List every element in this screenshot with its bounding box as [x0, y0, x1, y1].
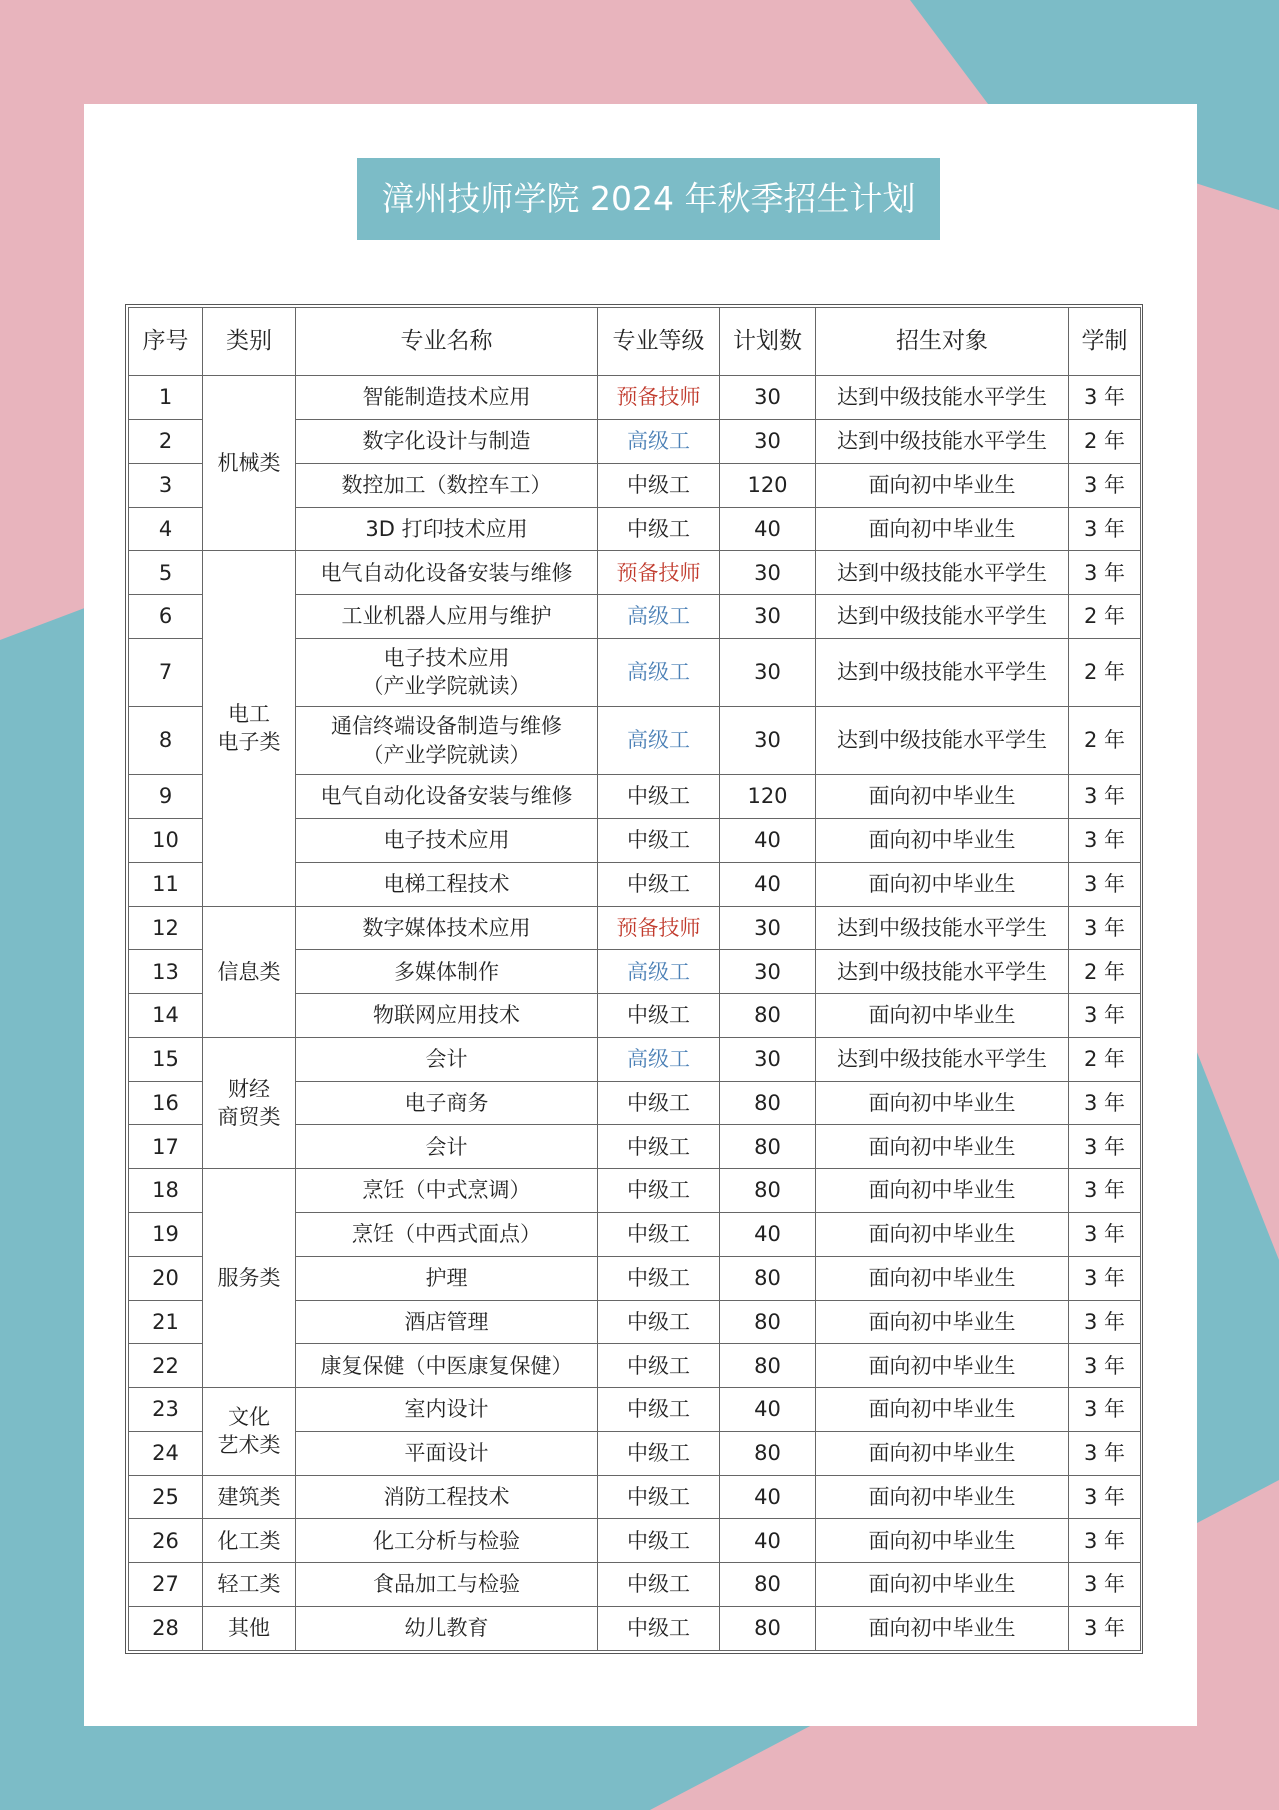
plan-count: 80 — [720, 1256, 816, 1300]
enrollment-target: 达到中级技能水平学生 — [816, 950, 1069, 994]
enrollment-target: 面向初中毕业生 — [816, 1344, 1069, 1388]
major-level: 中级工 — [598, 1081, 720, 1125]
row-number: 13 — [129, 950, 203, 994]
study-years: 3 年 — [1069, 775, 1141, 819]
header-major: 专业名称 — [296, 308, 598, 376]
major-name: 护理 — [296, 1256, 598, 1300]
enrollment-table-frame — [125, 304, 1143, 1654]
category-cell: 服务类 — [203, 1169, 296, 1388]
major-level: 预备技师 — [598, 551, 720, 595]
study-years: 3 年 — [1069, 994, 1141, 1038]
enrollment-target: 面向初中毕业生 — [816, 463, 1069, 507]
major-name: 工业机器人应用与维护 — [296, 595, 598, 639]
enrollment-target: 面向初中毕业生 — [816, 1388, 1069, 1432]
major-name: 数字化设计与制造 — [296, 419, 598, 463]
major-name: 烹饪（中西式面点） — [296, 1212, 598, 1256]
major-name: 康复保健（中医康复保健） — [296, 1344, 598, 1388]
plan-count: 40 — [720, 818, 816, 862]
plan-count: 80 — [720, 994, 816, 1038]
enrollment-target: 面向初中毕业生 — [816, 1081, 1069, 1125]
major-name: 电子技术应用 — [296, 818, 598, 862]
row-number: 17 — [129, 1125, 203, 1169]
plan-count: 80 — [720, 1300, 816, 1344]
major-name: 通信终端设备制造与维修 （产业学院就读） — [296, 707, 598, 775]
major-level: 中级工 — [598, 1300, 720, 1344]
study-years: 3 年 — [1069, 1388, 1141, 1432]
table-row — [129, 1519, 1141, 1563]
row-number: 3 — [129, 463, 203, 507]
major-level: 中级工 — [598, 507, 720, 551]
enrollment-target: 达到中级技能水平学生 — [816, 638, 1069, 706]
study-years: 3 年 — [1069, 1344, 1141, 1388]
major-name: 3D 打印技术应用 — [296, 507, 598, 551]
table-row — [129, 551, 1141, 595]
major-level: 中级工 — [598, 1125, 720, 1169]
major-level: 高级工 — [598, 707, 720, 775]
plan-count: 40 — [720, 1212, 816, 1256]
major-name: 幼儿教育 — [296, 1607, 598, 1651]
major-level: 高级工 — [598, 595, 720, 639]
row-number: 21 — [129, 1300, 203, 1344]
plan-count: 30 — [720, 376, 816, 420]
table-row — [129, 1475, 1141, 1519]
row-number: 9 — [129, 775, 203, 819]
study-years: 3 年 — [1069, 1169, 1141, 1213]
plan-count: 120 — [720, 775, 816, 819]
row-number: 12 — [129, 906, 203, 950]
study-years: 3 年 — [1069, 906, 1141, 950]
enrollment-target: 面向初中毕业生 — [816, 1431, 1069, 1475]
header-level: 专业等级 — [598, 308, 720, 376]
enrollment-target: 面向初中毕业生 — [816, 1519, 1069, 1563]
table-row — [129, 1169, 1141, 1213]
plan-count: 80 — [720, 1431, 816, 1475]
study-years: 3 年 — [1069, 1607, 1141, 1651]
table-row — [129, 906, 1141, 950]
page-title: 漳州技师学院 2024 年秋季招生计划 — [357, 158, 940, 240]
plan-count: 80 — [720, 1125, 816, 1169]
header-no: 序号 — [129, 308, 203, 376]
row-number: 28 — [129, 1607, 203, 1651]
plan-count: 40 — [720, 1475, 816, 1519]
plan-count: 30 — [720, 906, 816, 950]
major-name: 电气自动化设备安装与维修 — [296, 551, 598, 595]
enrollment-target: 面向初中毕业生 — [816, 1563, 1069, 1607]
row-number: 26 — [129, 1519, 203, 1563]
major-name: 食品加工与检验 — [296, 1563, 598, 1607]
study-years: 3 年 — [1069, 1563, 1141, 1607]
major-name: 物联网应用技术 — [296, 994, 598, 1038]
category-cell: 机械类 — [203, 376, 296, 551]
category-cell: 其他 — [203, 1607, 296, 1651]
plan-count: 30 — [720, 707, 816, 775]
enrollment-target: 达到中级技能水平学生 — [816, 1037, 1069, 1081]
major-name: 电梯工程技术 — [296, 862, 598, 906]
table-row — [129, 376, 1141, 420]
plan-count: 80 — [720, 1607, 816, 1651]
study-years: 3 年 — [1069, 1125, 1141, 1169]
enrollment-target: 达到中级技能水平学生 — [816, 595, 1069, 639]
enrollment-target: 面向初中毕业生 — [816, 507, 1069, 551]
major-level: 中级工 — [598, 1212, 720, 1256]
plan-count: 40 — [720, 507, 816, 551]
major-level: 中级工 — [598, 1256, 720, 1300]
major-name: 数控加工（数控车工） — [296, 463, 598, 507]
major-level: 中级工 — [598, 463, 720, 507]
enrollment-target: 面向初中毕业生 — [816, 1300, 1069, 1344]
major-name: 数字媒体技术应用 — [296, 906, 598, 950]
study-years: 3 年 — [1069, 507, 1141, 551]
category-cell: 信息类 — [203, 906, 296, 1037]
category-cell: 化工类 — [203, 1519, 296, 1563]
row-number: 1 — [129, 376, 203, 420]
table-header-row — [129, 308, 1141, 376]
major-level: 中级工 — [598, 775, 720, 819]
enrollment-target: 达到中级技能水平学生 — [816, 376, 1069, 420]
enrollment-target: 达到中级技能水平学生 — [816, 707, 1069, 775]
enrollment-target: 面向初中毕业生 — [816, 994, 1069, 1038]
major-level: 高级工 — [598, 1037, 720, 1081]
major-level: 中级工 — [598, 1475, 720, 1519]
major-level: 高级工 — [598, 950, 720, 994]
row-number: 4 — [129, 507, 203, 551]
study-years: 3 年 — [1069, 862, 1141, 906]
row-number: 24 — [129, 1431, 203, 1475]
category-cell: 文化 艺术类 — [203, 1388, 296, 1476]
study-years: 2 年 — [1069, 950, 1141, 994]
row-number: 16 — [129, 1081, 203, 1125]
row-number: 2 — [129, 419, 203, 463]
study-years: 2 年 — [1069, 1037, 1141, 1081]
plan-count: 40 — [720, 1519, 816, 1563]
table-row — [129, 1607, 1141, 1651]
major-name: 会计 — [296, 1125, 598, 1169]
major-level: 中级工 — [598, 1388, 720, 1432]
study-years: 3 年 — [1069, 551, 1141, 595]
enrollment-target: 面向初中毕业生 — [816, 1607, 1069, 1651]
plan-count: 120 — [720, 463, 816, 507]
plan-count: 40 — [720, 1388, 816, 1432]
row-number: 23 — [129, 1388, 203, 1432]
major-name: 消防工程技术 — [296, 1475, 598, 1519]
table-row — [129, 1037, 1141, 1081]
row-number: 18 — [129, 1169, 203, 1213]
enrollment-target: 面向初中毕业生 — [816, 1212, 1069, 1256]
plan-count: 80 — [720, 1344, 816, 1388]
enrollment-target: 面向初中毕业生 — [816, 1169, 1069, 1213]
major-level: 高级工 — [598, 638, 720, 706]
enrollment-table — [128, 307, 1141, 1651]
row-number: 14 — [129, 994, 203, 1038]
plan-count: 30 — [720, 1037, 816, 1081]
major-name: 电气自动化设备安装与维修 — [296, 775, 598, 819]
major-name: 智能制造技术应用 — [296, 376, 598, 420]
study-years: 3 年 — [1069, 818, 1141, 862]
row-number: 20 — [129, 1256, 203, 1300]
row-number: 5 — [129, 551, 203, 595]
enrollment-target: 面向初中毕业生 — [816, 1125, 1069, 1169]
enrollment-target: 面向初中毕业生 — [816, 818, 1069, 862]
plan-count: 30 — [720, 638, 816, 706]
enrollment-target: 达到中级技能水平学生 — [816, 419, 1069, 463]
study-years: 3 年 — [1069, 1431, 1141, 1475]
study-years: 3 年 — [1069, 376, 1141, 420]
plan-count: 40 — [720, 862, 816, 906]
study-years: 2 年 — [1069, 638, 1141, 706]
major-level: 中级工 — [598, 1431, 720, 1475]
category-cell: 建筑类 — [203, 1475, 296, 1519]
major-level: 预备技师 — [598, 906, 720, 950]
category-cell: 轻工类 — [203, 1563, 296, 1607]
study-years: 2 年 — [1069, 595, 1141, 639]
row-number: 19 — [129, 1212, 203, 1256]
table-row — [129, 1563, 1141, 1607]
major-level: 中级工 — [598, 1344, 720, 1388]
major-level: 高级工 — [598, 419, 720, 463]
row-number: 8 — [129, 707, 203, 775]
row-number: 15 — [129, 1037, 203, 1081]
study-years: 3 年 — [1069, 1519, 1141, 1563]
major-name: 电子商务 — [296, 1081, 598, 1125]
enrollment-target: 达到中级技能水平学生 — [816, 906, 1069, 950]
study-years: 3 年 — [1069, 463, 1141, 507]
plan-count: 80 — [720, 1169, 816, 1213]
major-level: 预备技师 — [598, 376, 720, 420]
plan-count: 80 — [720, 1563, 816, 1607]
plan-count: 30 — [720, 419, 816, 463]
study-years: 2 年 — [1069, 707, 1141, 775]
category-cell: 电工 电子类 — [203, 551, 296, 906]
plan-count: 30 — [720, 551, 816, 595]
major-name: 多媒体制作 — [296, 950, 598, 994]
major-level: 中级工 — [598, 818, 720, 862]
major-level: 中级工 — [598, 1607, 720, 1651]
row-number: 7 — [129, 638, 203, 706]
row-number: 25 — [129, 1475, 203, 1519]
plan-count: 30 — [720, 950, 816, 994]
major-name: 酒店管理 — [296, 1300, 598, 1344]
table-body — [129, 308, 1141, 1651]
row-number: 27 — [129, 1563, 203, 1607]
enrollment-target: 达到中级技能水平学生 — [816, 551, 1069, 595]
plan-count: 80 — [720, 1081, 816, 1125]
study-years: 2 年 — [1069, 419, 1141, 463]
major-name: 会计 — [296, 1037, 598, 1081]
major-level: 中级工 — [598, 862, 720, 906]
row-number: 10 — [129, 818, 203, 862]
major-level: 中级工 — [598, 994, 720, 1038]
plan-count: 30 — [720, 595, 816, 639]
major-level: 中级工 — [598, 1519, 720, 1563]
header-category: 类别 — [203, 308, 296, 376]
study-years: 3 年 — [1069, 1212, 1141, 1256]
major-name: 平面设计 — [296, 1431, 598, 1475]
header-target: 招生对象 — [816, 308, 1069, 376]
study-years: 3 年 — [1069, 1081, 1141, 1125]
study-years: 3 年 — [1069, 1475, 1141, 1519]
header-plan: 计划数 — [720, 308, 816, 376]
study-years: 3 年 — [1069, 1256, 1141, 1300]
major-name: 室内设计 — [296, 1388, 598, 1432]
row-number: 22 — [129, 1344, 203, 1388]
enrollment-target: 面向初中毕业生 — [816, 775, 1069, 819]
header-years: 学制 — [1069, 308, 1141, 376]
table-row — [129, 1388, 1141, 1432]
row-number: 6 — [129, 595, 203, 639]
enrollment-target: 面向初中毕业生 — [816, 1256, 1069, 1300]
major-name: 烹饪（中式烹调） — [296, 1169, 598, 1213]
major-name: 化工分析与检验 — [296, 1519, 598, 1563]
study-years: 3 年 — [1069, 1300, 1141, 1344]
major-name: 电子技术应用 （产业学院就读） — [296, 638, 598, 706]
enrollment-target: 面向初中毕业生 — [816, 862, 1069, 906]
major-level: 中级工 — [598, 1563, 720, 1607]
major-level: 中级工 — [598, 1169, 720, 1213]
enrollment-target: 面向初中毕业生 — [816, 1475, 1069, 1519]
category-cell: 财经 商贸类 — [203, 1037, 296, 1168]
row-number: 11 — [129, 862, 203, 906]
